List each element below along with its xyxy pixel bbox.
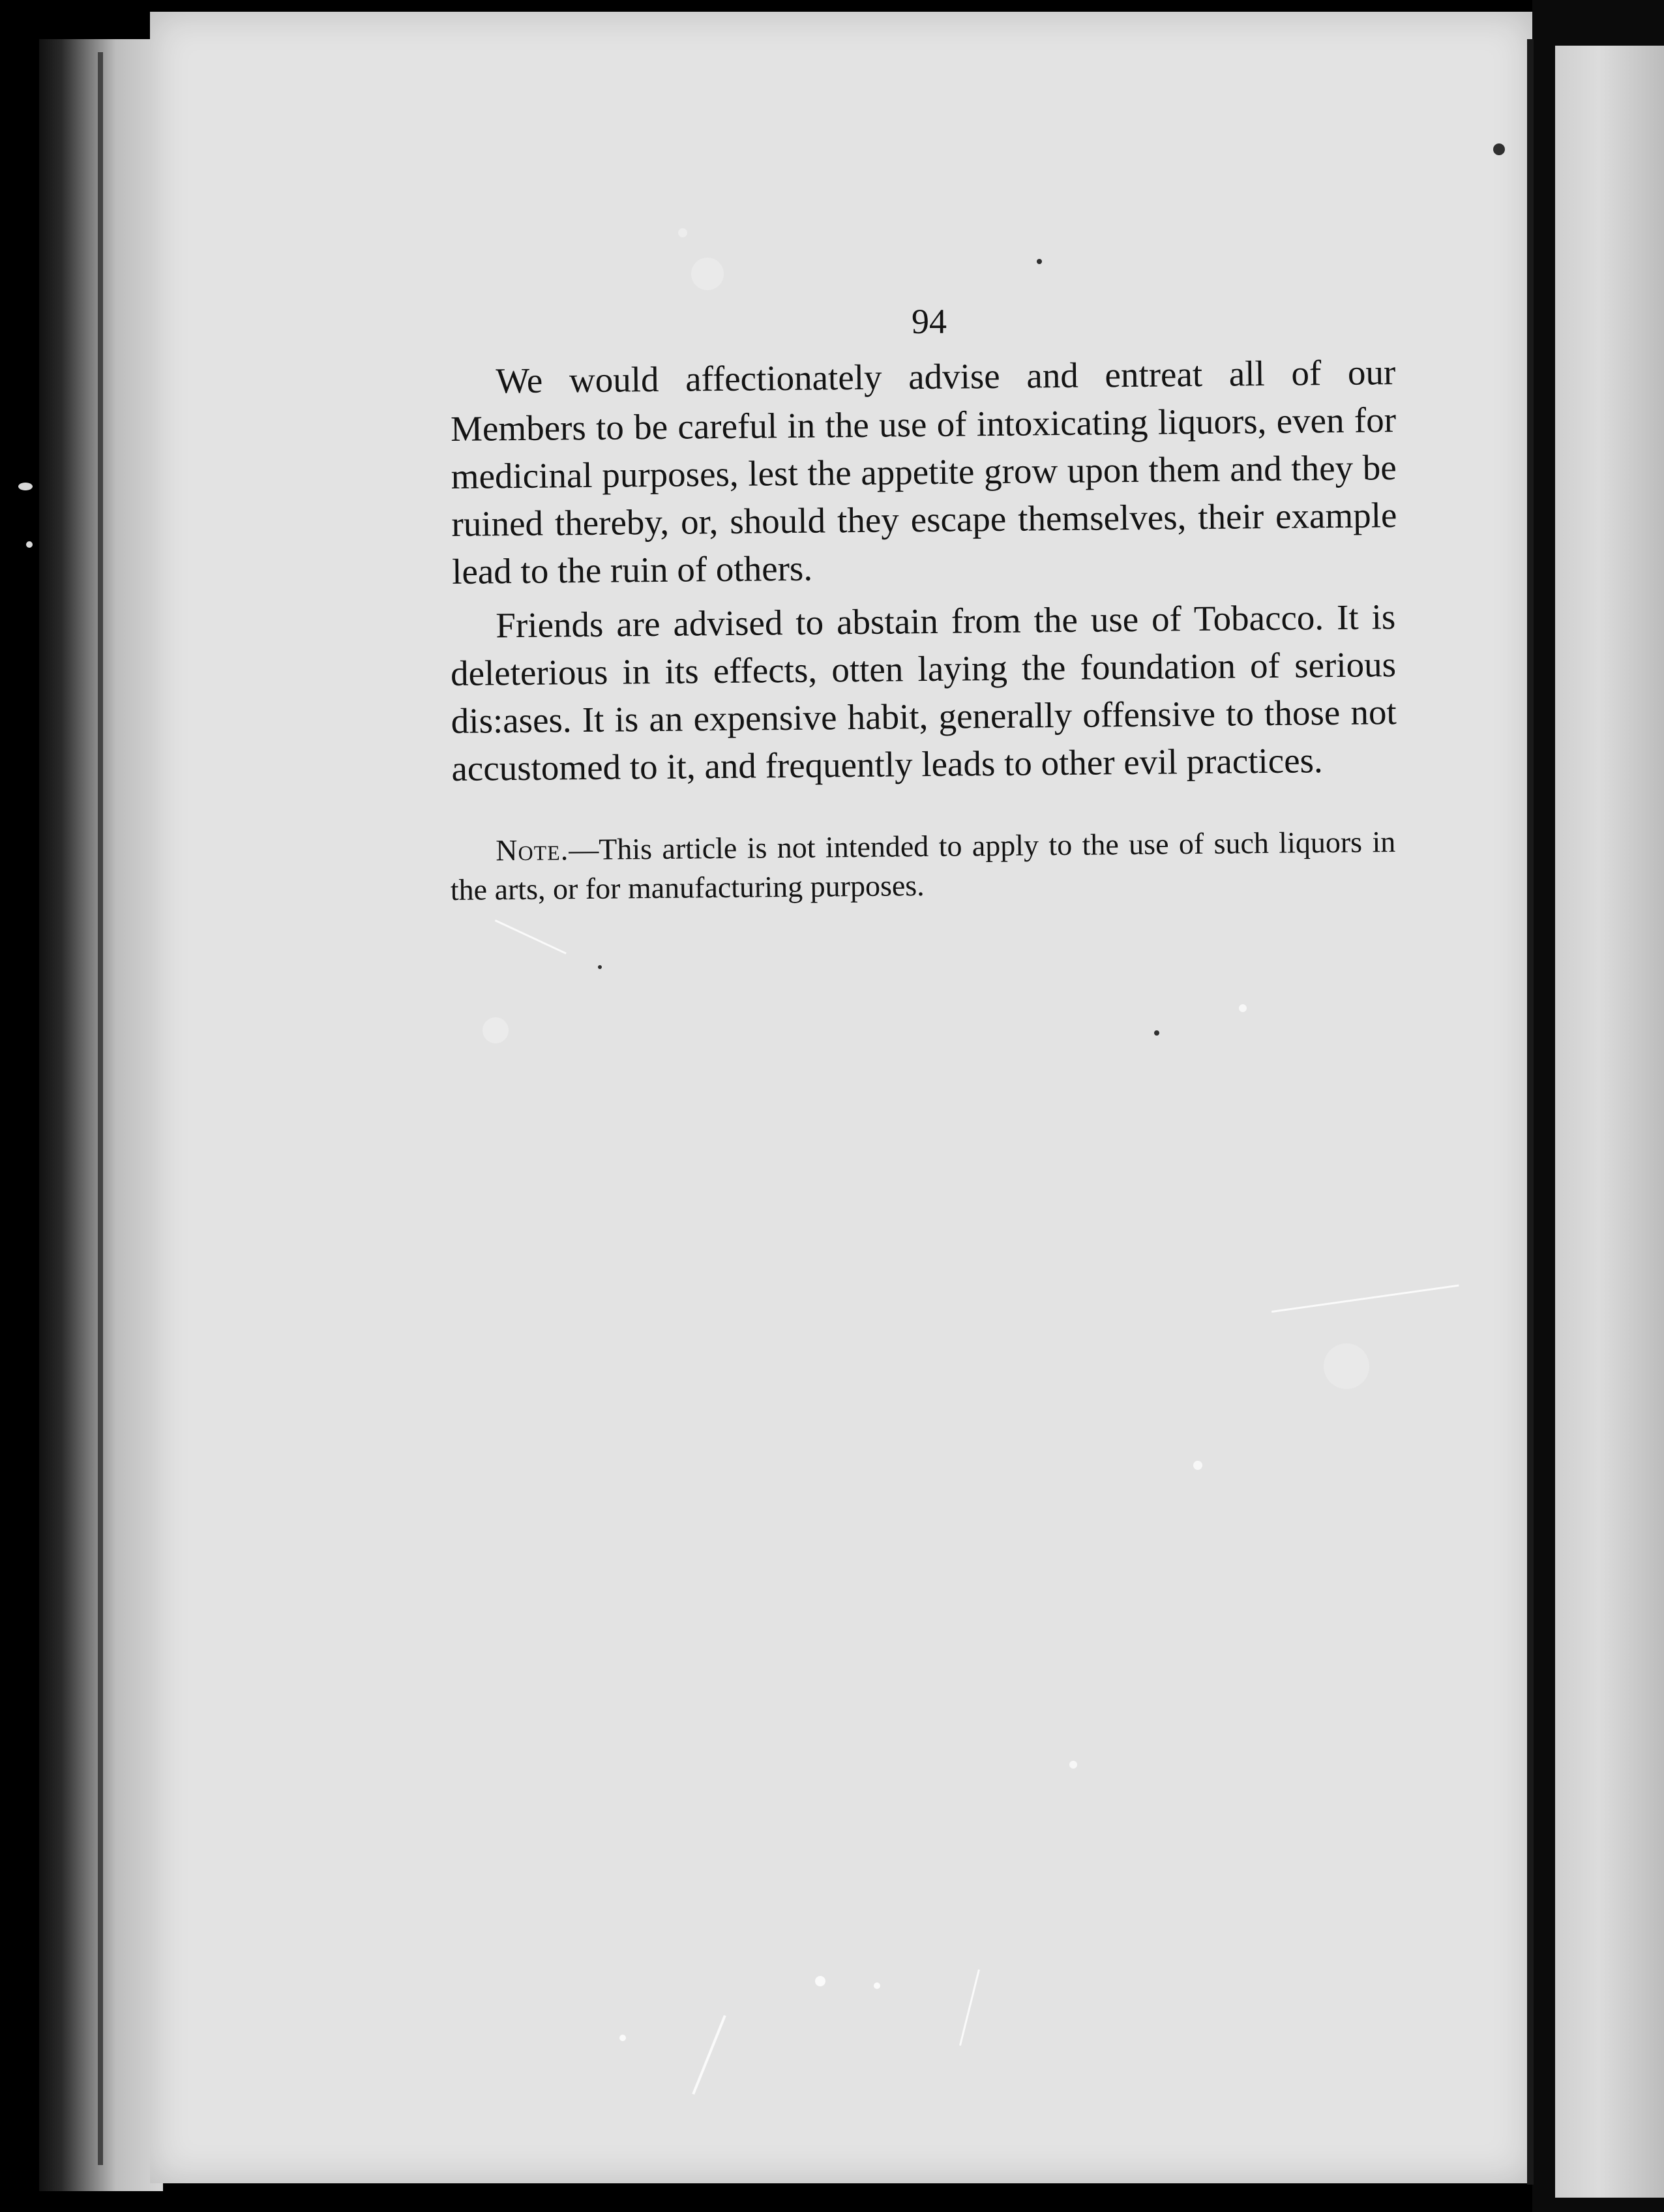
scan-speck — [18, 483, 33, 490]
scan-speck — [483, 1017, 509, 1043]
page-number: 94 — [912, 302, 947, 341]
scan-speck — [874, 1982, 880, 1989]
page-gutter-shadow — [1527, 39, 1534, 2185]
scan-speck — [1037, 259, 1042, 264]
facing-page-edge — [1555, 46, 1664, 2198]
scan-speck — [26, 541, 33, 548]
scan-speck — [1493, 143, 1505, 155]
scan-speck — [1154, 1030, 1159, 1036]
scan-speck — [598, 965, 602, 969]
scan-speck — [619, 2035, 626, 2041]
scan-speck — [691, 258, 724, 290]
scan-speck — [1069, 1761, 1077, 1769]
scan-speck — [1193, 1461, 1202, 1470]
scan-speck — [678, 228, 687, 237]
note-text: —This article is not intended to apply to the use of such liquors in the arts, or for manufacturing purposes. — [450, 825, 1396, 906]
paragraph-intoxicating-liquors: We would affectionately advise and entreat all of our Members to be careful in the use of intoxicating liquors, even for medicinal purposes, lest the appetite grow upon them and they be ruined thereby, or, should they escape themselves, their example lead to the ruin of others. — [450, 352, 1397, 591]
scan-speck — [815, 1976, 825, 1986]
scan-speck — [1324, 1343, 1369, 1389]
binding-line — [98, 52, 103, 2165]
footnote — [450, 822, 1396, 910]
scan-speck — [1239, 1004, 1247, 1012]
paragraph-tobacco: Friends are advised to abstain from the use of Tobacco. It is deleterious in its effects, otten laying the foundation of serious dis:ases. It is an expensive habit, generally offensive to those not accustomed to it, and frequently leads to other evil practices. — [450, 597, 1397, 788]
note-label: Note. — [496, 833, 569, 867]
body-text — [450, 352, 1397, 940]
